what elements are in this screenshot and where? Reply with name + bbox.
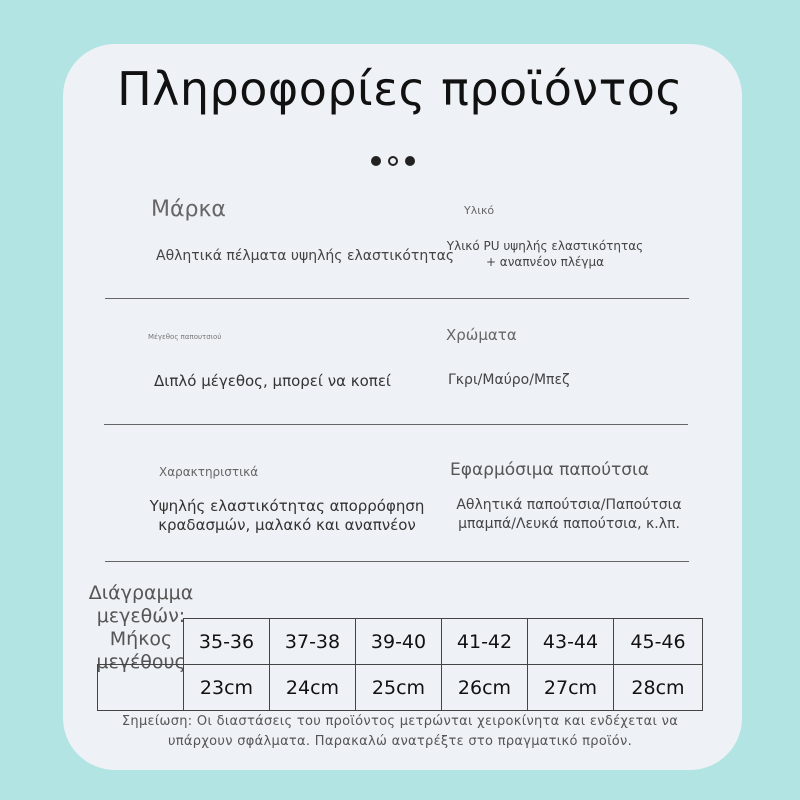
carousel-dots [371, 156, 415, 166]
features-value-line2: κραδασμών, μαλακό και αναπνέον [158, 516, 416, 534]
size-chart-label-line: Διάγραμμα [88, 582, 194, 604]
table-row [98, 665, 703, 711]
size-cell: 35-36 [184, 619, 270, 665]
note-line: Σημείωση: Οι διαστάσεις του προϊόντος μετρώνται χειροκίνητα και ενδέχεται να [121, 714, 679, 729]
length-cell: 24cm [270, 665, 356, 711]
size-cell: 39-40 [356, 619, 442, 665]
size-chart-table [97, 618, 703, 711]
page-title: Πληροφορίες προϊόντος [117, 62, 683, 116]
note-line: υπάρχουν σφάλματα. Παρακαλώ ανατρέξτε στο πραγματικό προϊόν. [167, 734, 633, 749]
applicable-value-line2: μπαμπά/Λευκά παπούτσια, κ.λπ. [458, 516, 680, 532]
length-cell: 25cm [356, 665, 442, 711]
features-value-line1: Υψηλής ελαστικότητας απορρόφηση [149, 497, 425, 515]
divider [105, 298, 689, 299]
applicable-value-line1: Αθλητικά παπούτσια/Παπούτσια [456, 497, 682, 513]
material-value-line1: Υλικό PU υψηλής ελαστικότητας [446, 239, 644, 253]
size-cell: 43-44 [528, 619, 614, 665]
dot-active-icon[interactable] [388, 156, 398, 166]
size-chart-label-line: Μήκος [109, 628, 173, 650]
size-cell: 41-42 [442, 619, 528, 665]
divider [104, 424, 688, 425]
brand-value: Αθλητικά πέλματα υψηλής ελαστικότητας [156, 248, 455, 264]
dot-icon[interactable] [405, 156, 415, 166]
material-label: Υλικό [464, 204, 495, 217]
size-chart-label-line: μεγεθών: [96, 605, 186, 627]
length-cell: 23cm [184, 665, 270, 711]
size-cell: 37-38 [270, 619, 356, 665]
size-chart-label-line: μεγέθους [96, 651, 186, 673]
length-cell: 27cm [528, 665, 614, 711]
brand-label: Μάρκα [151, 197, 226, 222]
shoe-size-value: Διπλό μέγεθος, μπορεί να κοπεί [154, 372, 392, 390]
dot-icon[interactable] [371, 156, 381, 166]
length-cell: 28cm [614, 665, 703, 711]
table-cell-empty [98, 665, 184, 711]
shoe-size-label: Μέγεθος παπουτσιού [148, 333, 222, 341]
length-cell: 26cm [442, 665, 528, 711]
applicable-label: Εφαρμόσιμα παπούτσια [450, 460, 650, 480]
features-label: Χαρακτηριστικά [159, 465, 259, 479]
table-row [98, 619, 703, 665]
colors-label: Χρώματα [446, 326, 517, 344]
size-cell: 45-46 [614, 619, 703, 665]
measurement-note [80, 712, 720, 752]
table-cell-empty [98, 619, 184, 665]
divider [105, 561, 689, 562]
colors-value: Γκρι/Μαύρο/Μπεζ [448, 372, 570, 388]
material-value-line2: + αναπνέον πλέγμα [485, 255, 605, 269]
